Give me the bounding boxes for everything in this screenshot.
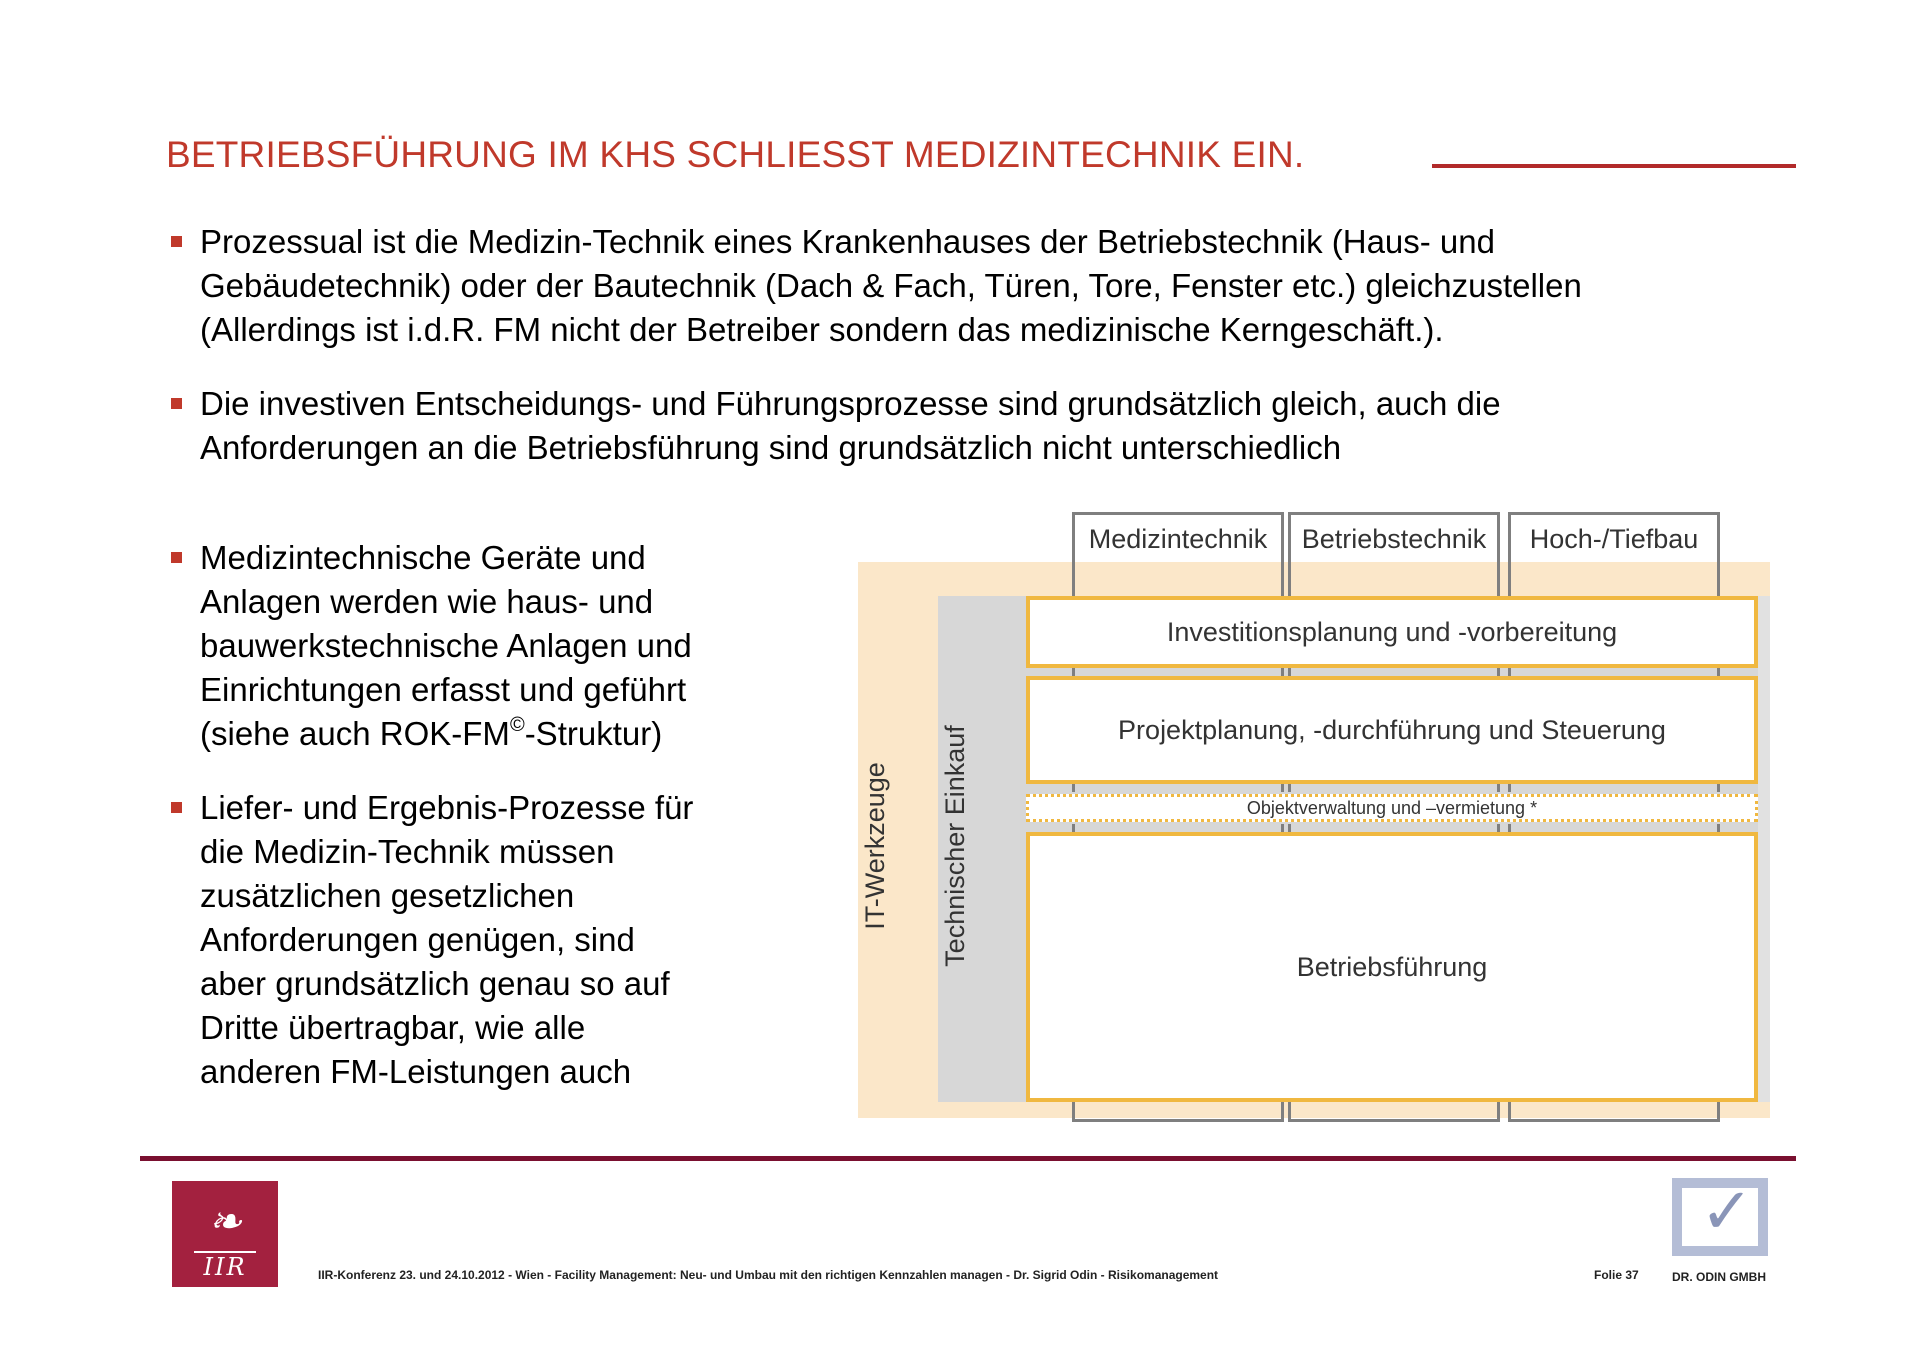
bullet-3-line-1: Medizintechnische Geräte und <box>200 539 646 576</box>
bullet-4-line-6: Dritte übertragbar, wie alle <box>200 1009 586 1046</box>
bullet-3-line-5 <box>200 712 780 756</box>
title-underline <box>1432 164 1796 168</box>
row-projektplanung: Projektplanung, -durchführung und Steuerung <box>1026 676 1758 784</box>
column-bottom-bracket <box>1288 1102 1500 1122</box>
bullet-4-line-2: die Medizin-Technik müssen <box>200 833 615 870</box>
odin-logo-text: DR. ODIN GMBH <box>1672 1270 1766 1284</box>
row-investitionsplanung: Investitionsplanung und -vorbereitung <box>1026 596 1758 668</box>
row-objektverwaltung: Objektverwaltung und –vermietung * <box>1026 794 1758 822</box>
iir-logo <box>172 1181 278 1287</box>
footer-divider <box>140 1156 1796 1161</box>
bullet-4-line-3: zusätzlichen gesetzlichen <box>200 877 575 914</box>
bullet-1-line-3: (Allerdings ist i.d.R. FM nicht der Betreiber sondern das medizinische Kerngeschäft.). <box>200 311 1444 348</box>
slide-title: BETRIEBSFÜHRUNG IM KHS SCHLIESST MEDIZINTECHNIK EIN. <box>166 134 1305 175</box>
bullet-4-line-1: Liefer- und Ergebnis-Prozesse für <box>200 789 694 826</box>
column-connector <box>1508 562 1720 598</box>
iir-monogram: ❧ <box>208 1199 242 1245</box>
bullet-1 <box>200 220 1800 352</box>
dr-odin-logo <box>1664 1175 1774 1288</box>
bullet-marker <box>171 398 182 409</box>
right-edge-band <box>1758 596 1770 1102</box>
process-diagram <box>858 512 1770 1122</box>
bullet-4-line-4: Anforderungen genügen, sind <box>200 921 635 958</box>
bullet-3-line-5-suffix: -Struktur) <box>524 715 663 752</box>
column-connector <box>1288 562 1500 598</box>
column-header-medizintechnik: Medizintechnik <box>1072 512 1284 562</box>
bullet-1-line-2: Gebäudetechnik) oder der Bautechnik (Dach & Fach, Türen, Tore, Fenster etc.) gleichzustellen <box>200 267 1582 304</box>
bullet-3 <box>200 536 780 756</box>
it-tools-label: IT-Werkzeuge <box>860 762 890 930</box>
bullet-marker <box>171 236 182 247</box>
row-betriebsfuehrung: Betriebsführung <box>1026 832 1758 1102</box>
bullet-2-line-1: Die investiven Entscheidungs- und Führungsprozesse sind grundsätzlich gleich, auch die <box>200 385 1501 422</box>
bullet-4-line-7: anderen FM-Leistungen auch <box>200 1053 632 1090</box>
bullet-2-line-2: Anforderungen an die Betriebsführung sind grundsätzlich nicht unterschiedlich <box>200 429 1342 466</box>
bullet-4-line-5: aber grundsätzlich genau so auf <box>200 965 670 1002</box>
technical-purchasing-label: Technischer Einkauf <box>940 725 970 967</box>
bullet-marker <box>171 802 182 813</box>
bullet-2 <box>200 382 1800 470</box>
footer-conference-text: IIR-Konferenz 23. und 24.10.2012 - Wien - Facility Management: Neu- und Umbau mit den richtigen Kennzahlen managen - Dr. Sigrid Odin - Risikomanagement <box>318 1268 1219 1282</box>
bullet-3-line-3: bauwerkstechnische Anlagen und <box>200 627 692 664</box>
column-bottom-bracket <box>1508 1102 1720 1122</box>
column-header-hoch-tiefbau: Hoch-/Tiefbau <box>1508 512 1720 562</box>
column-bottom-bracket <box>1072 1102 1284 1122</box>
slide-number: Folie 37 <box>1594 1268 1639 1282</box>
bullet-3-line-5-text: (siehe auch ROK-FM <box>200 715 510 752</box>
column-connector <box>1072 562 1284 598</box>
checkmark-icon: ✓ <box>1700 1175 1754 1249</box>
bullet-4 <box>200 786 780 1094</box>
iir-logo-text: IIR <box>203 1253 247 1281</box>
bullet-3-line-4: Einrichtungen erfasst und geführt <box>200 671 687 708</box>
bullet-marker <box>171 552 182 563</box>
copyright-mark: © <box>509 714 525 736</box>
column-header-betriebstechnik: Betriebstechnik <box>1288 512 1500 562</box>
bullet-1-line-1: Prozessual ist die Medizin-Technik eines Krankenhauses der Betriebstechnik (Haus- und <box>200 223 1495 260</box>
bullet-3-line-2: Anlagen werden wie haus- und <box>200 583 654 620</box>
